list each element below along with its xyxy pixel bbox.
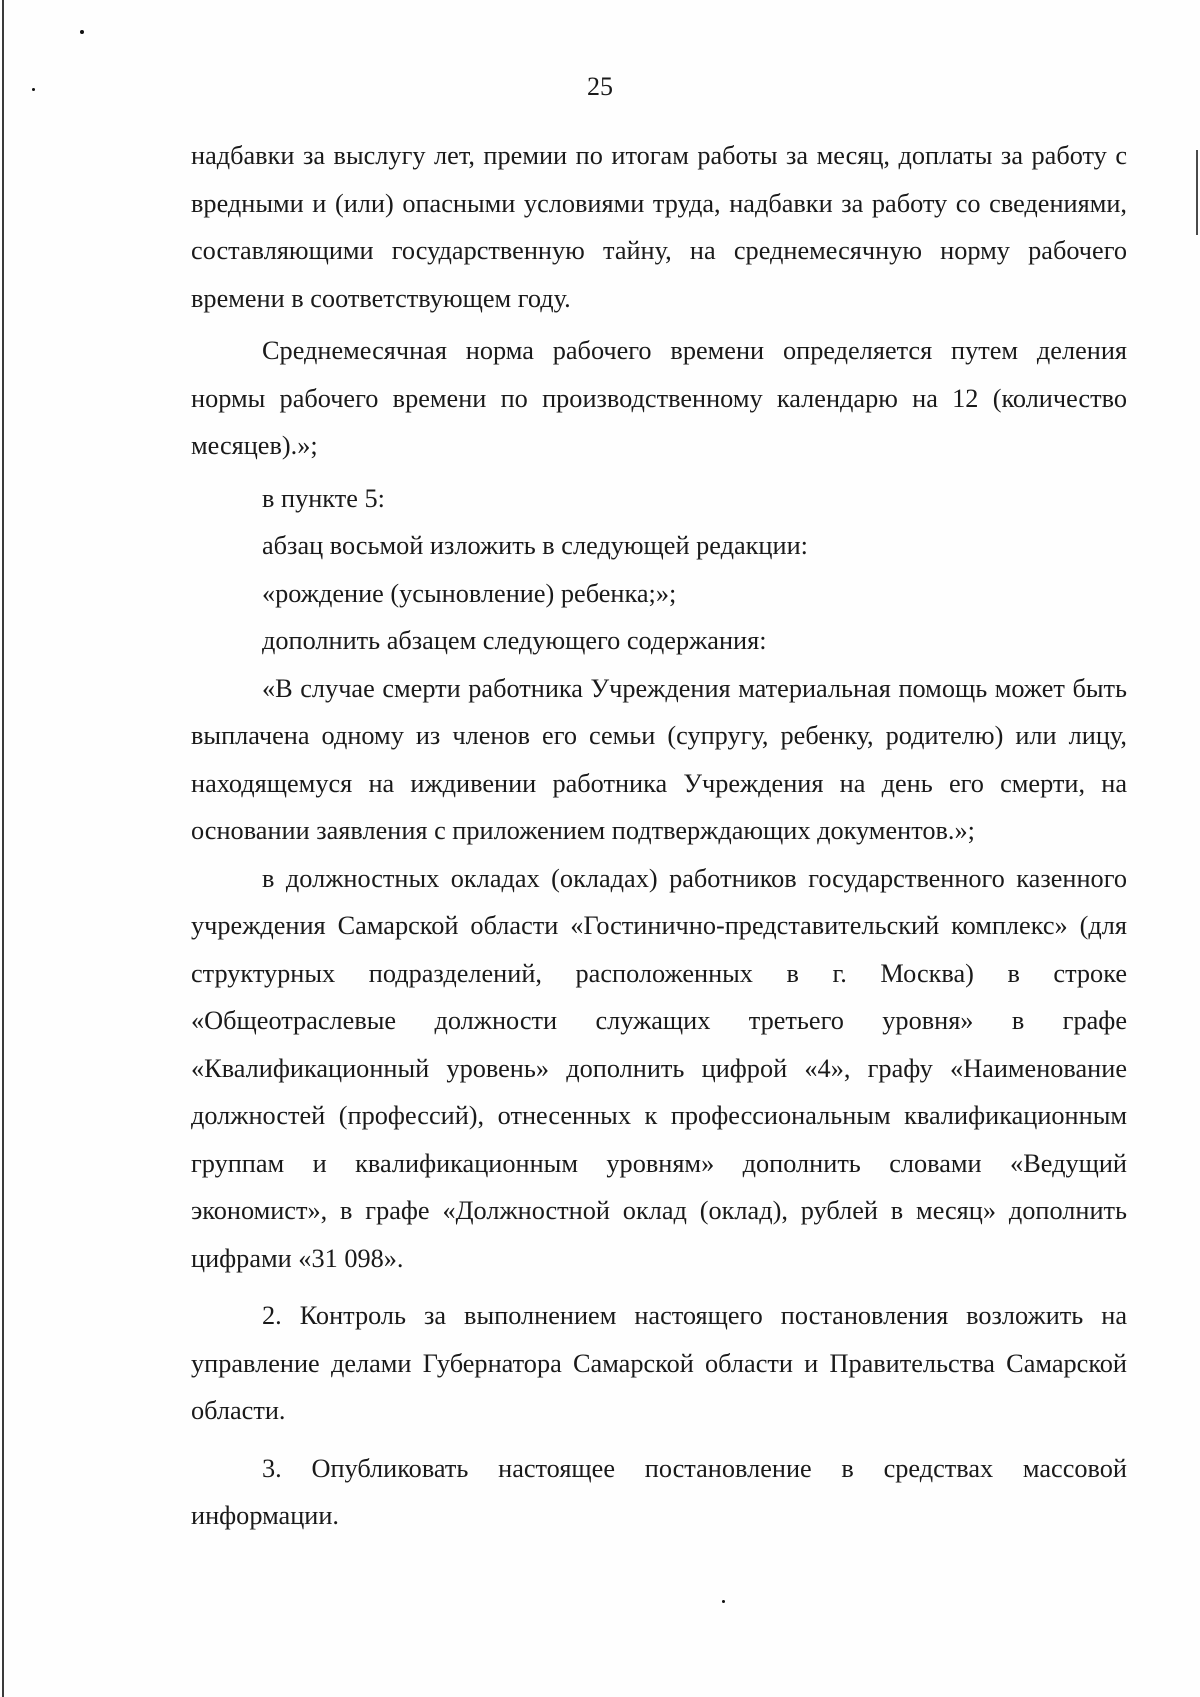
- paragraph-control-clause: 2. Контроль за выполнением настоящего постановления возложить на управление делами Губернатора Самарской области и Правительства Самарской области.: [191, 1301, 1127, 1425]
- page-number: 25: [587, 72, 613, 101]
- paragraph-monthly-norm: Среднемесячная норма рабочего времени определяется путем деления нормы рабочего времени по производственному календарю на 12 (количество месяцев).»;: [191, 336, 1127, 460]
- paragraph-death-benefit: «В случае смерти работника Учреждения материальная помощь может быть выплачена одному из членов его семьи (супругу, ребенку, родителю) или лицу, находящемуся на иждивении работника Учреждения на день его смерти, на основании заявления с приложением подтверждающих документов.»;: [191, 673, 1127, 845]
- scan-left-edge: [2, 0, 4, 1697]
- document-body: [191, 132, 1127, 1540]
- paragraph-publication-clause: 3. Опубликовать настоящее постановление в средствах массовой информации.: [191, 1453, 1127, 1530]
- paragraph-salaries-amendment: в должностных окладах (окладах) работников государственного казенного учреждения Самарской области «Гостинично-представительский комплекс» (для структурных подразделений, расположенных в г. Москва) в строке «Общеотраслевые должности служащих третьего уровня» в графе «Квалификационный уровень» дополнить цифрой «4», графу «Наименование должностей (профессий), отнесенных к профессиональным квалификационным группам и квалификационным уровням» дополнить словами «Ведущий экономист», в графе «Должностной оклад (оклад), рублей в месяц» дополнить цифрами «31 098».: [191, 863, 1127, 1273]
- paragraph-salary-continuation: надбавки за выслугу лет, премии по итогам работы за месяц, доплаты за работу с вредными и (или) опасными условиями труда, надбавки за работу со сведениями, составляющими государственную тайну, на среднемесячную норму рабочего времени в соответствующем году.: [191, 141, 1127, 313]
- paragraph-point-5: в пункте 5:: [262, 483, 385, 513]
- paragraph-add-clause: дополнить абзацем следующего содержания:: [262, 626, 767, 655]
- scan-speck: [722, 1600, 725, 1603]
- paragraph-eighth-clause: абзац восьмой изложить в следующей редакции:: [262, 531, 808, 560]
- scan-speck: [80, 30, 84, 34]
- paragraph-birth-adoption: «рождение (усыновление) ребенка;»;: [262, 578, 677, 608]
- scan-right-edge-mark: [1196, 150, 1198, 235]
